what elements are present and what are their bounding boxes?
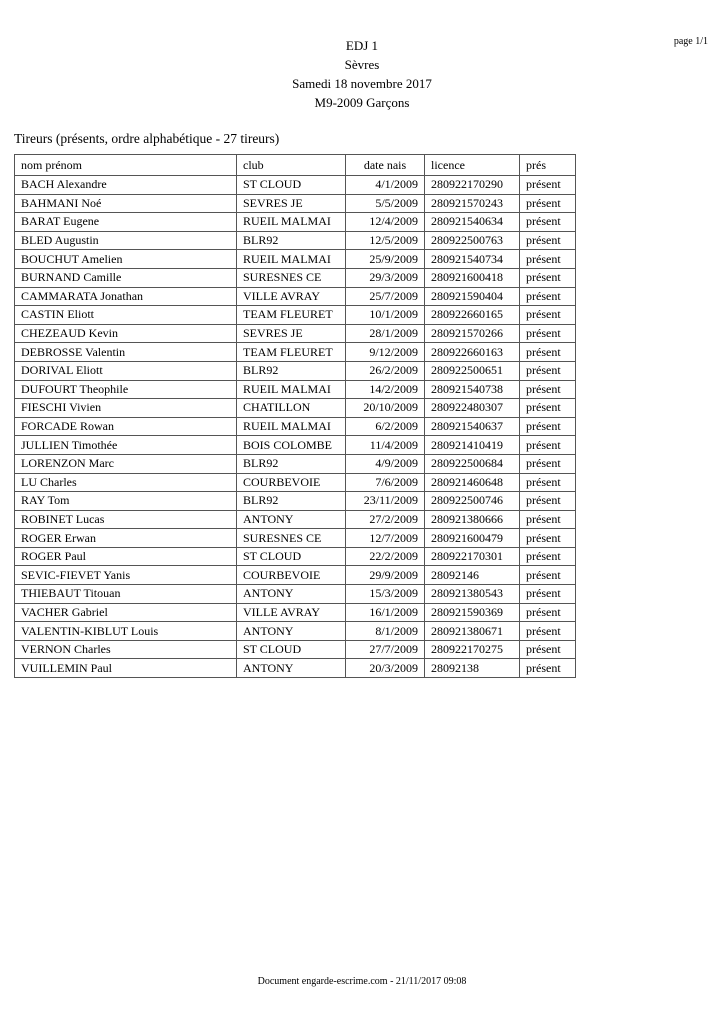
table-header-row — [15, 155, 576, 176]
cell-presence: présent — [520, 529, 576, 548]
cell-name: LORENZON Marc — [15, 454, 237, 473]
table-row — [15, 176, 576, 195]
cell-licence: 280921540637 — [425, 417, 520, 436]
cell-club: ANTONY — [237, 585, 346, 604]
cell-name: BARAT Eugene — [15, 213, 237, 232]
cell-name: DORIVAL Eliott — [15, 361, 237, 380]
table-row — [15, 268, 576, 287]
cell-licence: 280921570266 — [425, 324, 520, 343]
cell-presence: présent — [520, 436, 576, 455]
cell-name: FORCADE Rowan — [15, 417, 237, 436]
cell-birthdate: 25/7/2009 — [346, 287, 425, 306]
fencers-table — [14, 154, 576, 678]
cell-club: RUEIL MALMAI — [237, 213, 346, 232]
cell-licence: 280921410419 — [425, 436, 520, 455]
cell-birthdate: 23/11/2009 — [346, 492, 425, 511]
table-row — [15, 492, 576, 511]
cell-birthdate: 26/2/2009 — [346, 361, 425, 380]
cell-name: LU Charles — [15, 473, 237, 492]
cell-birthdate: 29/3/2009 — [346, 268, 425, 287]
cell-club: BOIS COLOMBE — [237, 436, 346, 455]
cell-name: CASTIN Eliott — [15, 306, 237, 325]
document-header — [0, 36, 724, 112]
event-date: Samedi 18 novembre 2017 — [292, 76, 432, 91]
table-row — [15, 659, 576, 678]
table-row — [15, 585, 576, 604]
cell-club: COURBEVOIE — [237, 473, 346, 492]
cell-name: JULLIEN Timothée — [15, 436, 237, 455]
cell-birthdate: 10/1/2009 — [346, 306, 425, 325]
cell-presence: présent — [520, 250, 576, 269]
table-row — [15, 603, 576, 622]
cell-licence: 280921540634 — [425, 213, 520, 232]
cell-name: BURNAND Camille — [15, 268, 237, 287]
cell-licence: 280921460648 — [425, 473, 520, 492]
cell-club: BLR92 — [237, 231, 346, 250]
cell-name: DEBROSSE Valentin — [15, 343, 237, 362]
cell-presence: présent — [520, 603, 576, 622]
cell-birthdate: 20/3/2009 — [346, 659, 425, 678]
cell-presence: présent — [520, 213, 576, 232]
event-location: Sèvres — [344, 57, 380, 72]
cell-birthdate: 11/4/2009 — [346, 436, 425, 455]
cell-birthdate: 28/1/2009 — [346, 324, 425, 343]
cell-name: ROGER Erwan — [15, 529, 237, 548]
table-row — [15, 194, 576, 213]
table-row — [15, 213, 576, 232]
cell-name: FIESCHI Vivien — [15, 399, 237, 418]
table-row — [15, 529, 576, 548]
table-row — [15, 510, 576, 529]
cell-presence: présent — [520, 231, 576, 250]
cell-licence: 28092138 — [425, 659, 520, 678]
table-row — [15, 306, 576, 325]
cell-licence: 280922170290 — [425, 176, 520, 195]
cell-presence: présent — [520, 343, 576, 362]
cell-licence: 280921590369 — [425, 603, 520, 622]
cell-club: ST CLOUD — [237, 547, 346, 566]
cell-licence: 280921380543 — [425, 585, 520, 604]
cell-name: VUILLEMIN Paul — [15, 659, 237, 678]
cell-name: VERNON Charles — [15, 640, 237, 659]
cell-presence: présent — [520, 585, 576, 604]
cell-licence: 280922500651 — [425, 361, 520, 380]
cell-birthdate: 12/5/2009 — [346, 231, 425, 250]
table-row — [15, 250, 576, 269]
cell-birthdate: 6/2/2009 — [346, 417, 425, 436]
cell-birthdate: 15/3/2009 — [346, 585, 425, 604]
cell-name: BACH Alexandre — [15, 176, 237, 195]
table-row — [15, 399, 576, 418]
table-row — [15, 566, 576, 585]
cell-birthdate: 27/7/2009 — [346, 640, 425, 659]
cell-club: TEAM FLEURET — [237, 343, 346, 362]
table-row — [15, 343, 576, 362]
cell-name: CHEZEAUD Kevin — [15, 324, 237, 343]
cell-birthdate: 22/2/2009 — [346, 547, 425, 566]
cell-licence: 280922500763 — [425, 231, 520, 250]
cell-licence: 280921540738 — [425, 380, 520, 399]
cell-presence: présent — [520, 473, 576, 492]
cell-birthdate: 14/2/2009 — [346, 380, 425, 399]
cell-presence: présent — [520, 492, 576, 511]
column-header-presence: prés — [520, 155, 576, 176]
cell-name: ROBINET Lucas — [15, 510, 237, 529]
cell-name: CAMMARATA Jonathan — [15, 287, 237, 306]
cell-name: VACHER Gabriel — [15, 603, 237, 622]
cell-birthdate: 5/5/2009 — [346, 194, 425, 213]
cell-birthdate: 25/9/2009 — [346, 250, 425, 269]
cell-licence: 280922660165 — [425, 306, 520, 325]
cell-presence: présent — [520, 547, 576, 566]
cell-presence: présent — [520, 287, 576, 306]
cell-club: ST CLOUD — [237, 640, 346, 659]
cell-licence: 280921600418 — [425, 268, 520, 287]
table-row — [15, 640, 576, 659]
cell-presence: présent — [520, 268, 576, 287]
cell-licence: 280921590404 — [425, 287, 520, 306]
cell-name: BAHMANI Noé — [15, 194, 237, 213]
cell-club: ST CLOUD — [237, 176, 346, 195]
cell-club: BLR92 — [237, 361, 346, 380]
cell-birthdate: 8/1/2009 — [346, 622, 425, 641]
cell-presence: présent — [520, 640, 576, 659]
table-row — [15, 473, 576, 492]
cell-licence: 28092146 — [425, 566, 520, 585]
cell-presence: présent — [520, 361, 576, 380]
cell-birthdate: 7/6/2009 — [346, 473, 425, 492]
cell-club: CHATILLON — [237, 399, 346, 418]
table-row — [15, 436, 576, 455]
cell-presence: présent — [520, 622, 576, 641]
cell-presence: présent — [520, 324, 576, 343]
cell-name: DUFOURT Theophile — [15, 380, 237, 399]
cell-club: ANTONY — [237, 659, 346, 678]
cell-presence: présent — [520, 510, 576, 529]
event-category: M9-2009 Garçons — [314, 95, 410, 110]
cell-birthdate: 29/9/2009 — [346, 566, 425, 585]
table-row — [15, 324, 576, 343]
column-header-club: club — [237, 155, 346, 176]
cell-club: SURESNES CE — [237, 268, 346, 287]
cell-name: RAY Tom — [15, 492, 237, 511]
section-title: Tireurs (présents, ordre alphabétique - 27 tireurs) — [14, 131, 280, 146]
cell-licence: 280921380666 — [425, 510, 520, 529]
cell-birthdate: 12/4/2009 — [346, 213, 425, 232]
table-row — [15, 231, 576, 250]
cell-birthdate: 27/2/2009 — [346, 510, 425, 529]
cell-club: ANTONY — [237, 622, 346, 641]
table-row — [15, 287, 576, 306]
cell-presence: présent — [520, 659, 576, 678]
cell-licence: 280922500746 — [425, 492, 520, 511]
cell-presence: présent — [520, 176, 576, 195]
cell-presence: présent — [520, 566, 576, 585]
table-row — [15, 380, 576, 399]
cell-licence: 280922170275 — [425, 640, 520, 659]
cell-birthdate: 9/12/2009 — [346, 343, 425, 362]
cell-birthdate: 4/9/2009 — [346, 454, 425, 473]
cell-birthdate: 20/10/2009 — [346, 399, 425, 418]
cell-presence: présent — [520, 380, 576, 399]
cell-club: VILLE AVRAY — [237, 603, 346, 622]
cell-presence: présent — [520, 417, 576, 436]
column-header-birthdate: date nais — [346, 155, 425, 176]
cell-birthdate: 16/1/2009 — [346, 603, 425, 622]
cell-club: COURBEVOIE — [237, 566, 346, 585]
table-row — [15, 417, 576, 436]
cell-club: RUEIL MALMAI — [237, 380, 346, 399]
cell-licence: 280922500684 — [425, 454, 520, 473]
event-title: EDJ 1 — [345, 38, 379, 53]
cell-name: ROGER Paul — [15, 547, 237, 566]
cell-club: BLR92 — [237, 454, 346, 473]
cell-club: SEVRES JE — [237, 194, 346, 213]
cell-club: BLR92 — [237, 492, 346, 511]
cell-licence: 280922480307 — [425, 399, 520, 418]
cell-licence: 280921600479 — [425, 529, 520, 548]
table-body — [15, 176, 576, 678]
cell-club: RUEIL MALMAI — [237, 417, 346, 436]
cell-presence: présent — [520, 194, 576, 213]
cell-presence: présent — [520, 399, 576, 418]
cell-presence: présent — [520, 454, 576, 473]
cell-licence: 280921540734 — [425, 250, 520, 269]
document-footer: Document engarde-escrime.com - 21/11/2017 09:08 — [257, 976, 467, 987]
cell-name: THIEBAUT Titouan — [15, 585, 237, 604]
cell-name: SEVIC-FIEVET Yanis — [15, 566, 237, 585]
cell-club: VILLE AVRAY — [237, 287, 346, 306]
cell-licence: 280922170301 — [425, 547, 520, 566]
table-row — [15, 454, 576, 473]
cell-club: TEAM FLEURET — [237, 306, 346, 325]
table-row — [15, 361, 576, 380]
cell-licence: 280922660163 — [425, 343, 520, 362]
cell-club: SURESNES CE — [237, 529, 346, 548]
cell-licence: 280921570243 — [425, 194, 520, 213]
cell-name: BOUCHUT Amelien — [15, 250, 237, 269]
cell-birthdate: 12/7/2009 — [346, 529, 425, 548]
cell-birthdate: 4/1/2009 — [346, 176, 425, 195]
column-header-licence: licence — [425, 155, 520, 176]
cell-club: ANTONY — [237, 510, 346, 529]
page-number: page 1/1 — [673, 36, 708, 47]
cell-presence: présent — [520, 306, 576, 325]
cell-licence: 280921380671 — [425, 622, 520, 641]
column-header-name: nom prénom — [15, 155, 237, 176]
cell-club: SEVRES JE — [237, 324, 346, 343]
table-row — [15, 622, 576, 641]
cell-club: RUEIL MALMAI — [237, 250, 346, 269]
cell-name: VALENTIN-KIBLUT Louis — [15, 622, 237, 641]
cell-name: BLED Augustin — [15, 231, 237, 250]
table-row — [15, 547, 576, 566]
